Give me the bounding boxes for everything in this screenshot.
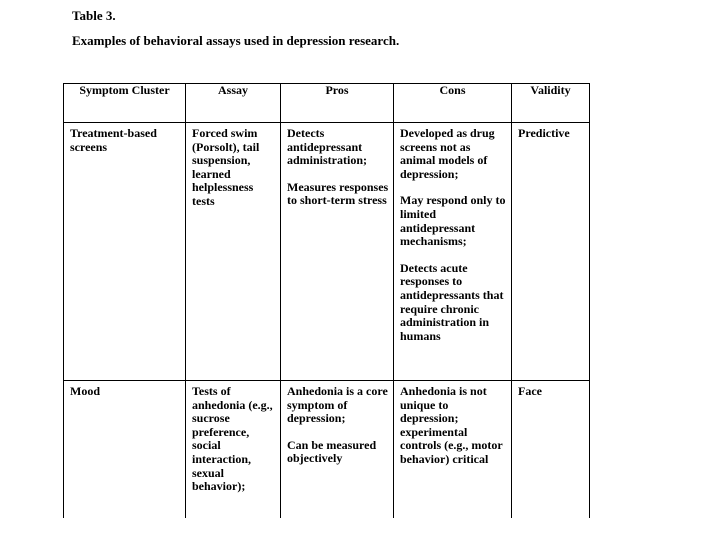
cell-text: Predictive: [518, 126, 570, 140]
table-row: [64, 123, 590, 381]
behavioral-assays-table: [63, 83, 590, 518]
cell-cons: [394, 123, 512, 381]
cell-text: May respond only to limited antidepressant mechanisms;: [400, 193, 506, 249]
header-validity-label: Validity: [530, 83, 571, 97]
cell-symptom-cluster: [64, 123, 186, 381]
cell-assay: [186, 123, 281, 381]
cell-text: Face: [518, 384, 542, 398]
cell-pros: [281, 123, 394, 381]
table-label: Table 3.: [72, 8, 116, 23]
cell-validity: [512, 123, 590, 381]
cell-validity: [512, 381, 590, 519]
table-row: [64, 381, 590, 519]
header-cons: [394, 84, 512, 123]
cell-text: Anhedonia is not unique to depression; experimental controls (e.g., motor behavior) critical: [400, 384, 503, 466]
cell-text: Detects acute responses to antidepressants that require chronic administration in humans: [400, 260, 504, 343]
header-validity: [512, 84, 590, 123]
table-header-row: [64, 84, 590, 123]
cell-pros: [281, 381, 394, 519]
header-pros-label: Pros: [325, 83, 349, 97]
cell-text: Detects antidepressant administration;: [287, 126, 368, 168]
header-assay-label: Assay: [217, 83, 248, 97]
header-pros: [281, 84, 394, 123]
table-title: Examples of behavioral assays used in depression research.: [72, 33, 400, 48]
cell-text: Forced swim (Porsolt), tail suspension, learned helplessness tests: [192, 126, 260, 208]
cell-text: Can be measured objectively: [287, 437, 377, 466]
cell-assay: [186, 381, 281, 519]
cell-text: Developed as drug screens not as animal models of depression;: [400, 126, 495, 181]
cell-text: Tests of anhedonia (e.g., sucrose preference, social interaction, sexual behavior);: [192, 384, 273, 494]
cell-cons: [394, 381, 512, 519]
header-symptom-cluster-label: Symptom Cluster: [79, 83, 170, 97]
header-assay: [186, 84, 281, 123]
cell-text: Measures responses to short-term stress: [287, 179, 389, 208]
cell-symptom-cluster: [64, 381, 186, 519]
cell-text: Mood: [70, 384, 100, 398]
cell-text: Anhedonia is a core symptom of depression;: [287, 384, 388, 426]
cell-text: Treatment-based screens: [70, 126, 157, 154]
header-cons-label: Cons: [439, 83, 466, 97]
header-symptom-cluster: [64, 84, 186, 123]
